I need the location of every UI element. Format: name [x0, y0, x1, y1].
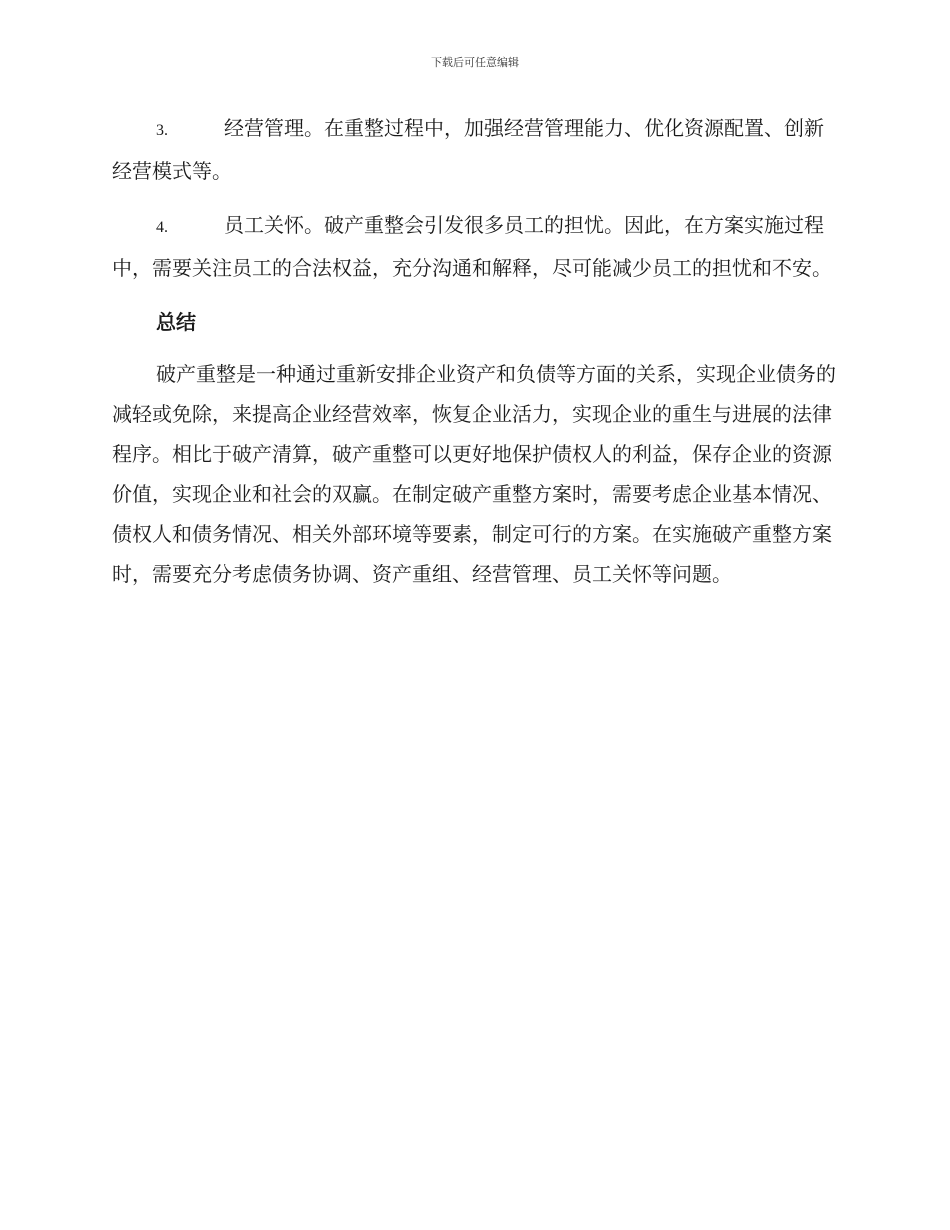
list-item-4: [112, 205, 837, 288]
section-heading: 总结: [156, 310, 196, 334]
list-number: 4.: [156, 219, 168, 236]
list-item-text: 员工关怀。破产重整会引发很多员工的担忧。因此，在方案实施过程中，需要关注员工的合法权益，充分沟通和解释，尽可能减少员工的担忧和不安。: [112, 213, 832, 280]
document-body: [112, 108, 837, 594]
summary-paragraph: 破产重整是一种通过重新安排企业资产和负债等方面的关系，实现企业债务的减轻或免除，来提高企业经营效率，恢复企业活力，实现企业的重生与进展的法律程序。相比于破产清算，破产重整可以更好地保护债权人的利益，保存企业的资源价值，实现企业和社会的双赢。在制定破产重整方案时，需要考虑企业基本情况、债权人和债务情况、相关外部环境等要素，制定可行的方案。在实施破产重整方案时，需要充分考虑债务协调、资产重组、经营管理、员工关怀等问题。: [112, 362, 836, 586]
list-item-3: [112, 108, 837, 191]
list-number: 3.: [156, 122, 168, 139]
page-header: 下载后可任意编辑: [431, 56, 519, 69]
list-item-text: 经营管理。在重整过程中，加强经营管理能力、优化资源配置、创新经营模式等。: [112, 116, 824, 183]
